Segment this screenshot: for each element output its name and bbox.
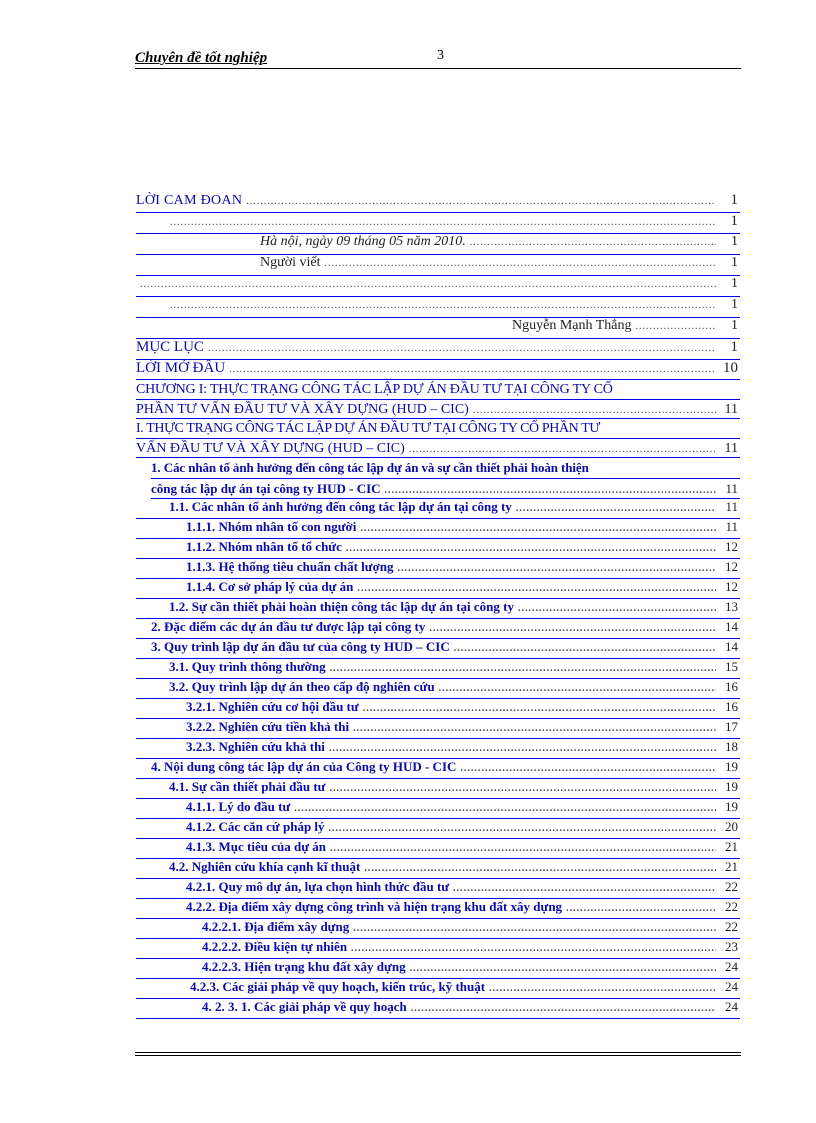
toc-leader (170, 300, 716, 311)
toc-entry-text: 4.2. Nghiên cứu khía cạnh kĩ thuật (169, 859, 361, 874)
toc-leader (246, 196, 716, 207)
toc-entry-text-line1: I. THỰC TRẠNG CÔNG TÁC LẬP DỰ ÁN ĐẦU TƯ TẠI CÔNG TY CỔ PHẦN TƯ (136, 419, 740, 439)
table-of-contents (136, 192, 740, 1019)
toc-entry[interactable] (136, 719, 740, 739)
toc-leader (229, 364, 716, 375)
toc-leader (470, 237, 716, 248)
toc-entry[interactable] (136, 380, 740, 419)
toc-entry-page: 19 (725, 779, 738, 794)
header-rule (135, 68, 741, 69)
header-page-number: 3 (437, 48, 444, 63)
toc-entry[interactable] (136, 276, 740, 297)
toc-entry-page: 11 (725, 499, 738, 514)
toc-leader (453, 883, 716, 894)
toc-entry-text: 4.1.2. Các căn cứ pháp lý (186, 819, 325, 834)
toc-entry-page: 22 (725, 879, 738, 894)
toc-leader (409, 440, 716, 458)
toc-entry-text: LỜI CAM ĐOAN (136, 193, 243, 208)
toc-leader (329, 743, 716, 754)
toc-entry[interactable] (136, 599, 740, 619)
toc-entry-text: 1.1. Các nhân tố ảnh hưởng đến công tác lập dự án tại công ty (169, 499, 512, 514)
toc-entry-text: 3. Quy trình lập dự án đầu tư của công ty HUD – CIC (151, 639, 450, 654)
toc-entry-text: 4.2.2. Địa điểm xây dựng công trình và hiện trạng khu đất xây dựng (186, 899, 563, 914)
toc-entry[interactable] (136, 539, 740, 559)
toc-entry-text: 4.2.1. Quy mô dự án, lựa chọn hình thức đầu tư (186, 879, 450, 894)
toc-entry-text: Người viết (260, 255, 321, 270)
toc-leader (324, 258, 716, 269)
toc-leader (329, 823, 716, 834)
toc-leader (518, 603, 716, 614)
toc-leader (353, 723, 716, 734)
toc-leader (385, 481, 716, 499)
toc-leader (364, 863, 716, 874)
toc-entry-page: 23 (725, 939, 738, 954)
toc-entry[interactable] (136, 979, 740, 999)
toc-entry[interactable] (136, 759, 740, 779)
toc-entry[interactable] (136, 619, 740, 639)
toc-entry[interactable] (136, 699, 740, 719)
toc-entry-text: 4.1.1. Lý do đầu tư (186, 799, 291, 814)
toc-entry[interactable] (136, 297, 740, 318)
toc-entry-text: 3.2.3. Nghiên cứu khả thi (186, 739, 325, 754)
toc-entry-text-line2: công tác lập dự án tại công ty HUD - CIC (151, 481, 381, 496)
toc-leader (398, 563, 717, 574)
toc-entry-page: 12 (725, 539, 738, 554)
toc-entry-page: 1 (731, 276, 738, 291)
toc-entry-page: 22 (725, 899, 738, 914)
toc-entry[interactable] (136, 499, 740, 519)
toc-entry-text: 1.1.3. Hệ thống tiêu chuẩn chất lượng (186, 559, 394, 574)
toc-entry-page: 19 (725, 799, 738, 814)
toc-entry-text: 3.1. Quy trình thông thường (169, 659, 326, 674)
toc-entry-page: 19 (725, 759, 738, 774)
toc-entry-page: 16 (725, 699, 738, 714)
toc-entry[interactable] (136, 318, 740, 339)
toc-entry[interactable] (136, 999, 740, 1019)
toc-entry-page: 1 (731, 234, 738, 249)
toc-entry[interactable] (136, 234, 740, 255)
toc-entry[interactable] (136, 939, 740, 959)
toc-entry[interactable] (136, 799, 740, 819)
toc-entry-text: 2. Đặc điểm các dự án đầu tư được lập tại công ty (151, 619, 426, 634)
toc-leader (411, 1003, 716, 1014)
toc-entry-page: 16 (725, 679, 738, 694)
toc-entry-page: 21 (725, 839, 738, 854)
toc-entry-text: 4.2.2.1. Địa điểm xây dựng (202, 919, 350, 934)
toc-entry[interactable] (136, 360, 740, 380)
toc-entry-text-line1: 1. Các nhân tố ảnh hưởng đến công tác lập dự án và sự cần thiết phải hoàn thiện (151, 458, 740, 479)
toc-leader (208, 343, 716, 354)
toc-entry-text: 3.2.1. Nghiên cứu cơ hội đầu tư (186, 699, 359, 714)
toc-leader (329, 783, 716, 794)
toc-leader (330, 663, 716, 674)
toc-entry-text: 4.2.3. Các giải pháp về quy hoạch, kiến trúc, kỹ thuật (190, 979, 486, 994)
toc-leader (460, 763, 716, 774)
toc-entry[interactable] (136, 739, 740, 759)
toc-entry-page: 14 (725, 639, 738, 654)
footer-rule (135, 1055, 741, 1056)
toc-leader (439, 683, 716, 694)
toc-entry-page: 15 (725, 659, 738, 674)
toc-entry-page: 1 (730, 339, 738, 355)
toc-entry-page: 21 (725, 859, 738, 874)
toc-leader (294, 803, 716, 814)
toc-entry-text: 4. Nội dung công tác lập dự án của Công ty HUD - CIC (151, 759, 457, 774)
toc-entry[interactable] (136, 192, 740, 213)
toc-leader (454, 643, 716, 654)
toc-entry-text-line2: VẤN ĐẦU TƯ VÀ XÂY DỰNG (HUD – CIC) (136, 441, 405, 456)
toc-entry[interactable] (136, 458, 740, 499)
toc-entry-page: 1 (731, 318, 738, 333)
toc-leader (636, 321, 717, 332)
toc-leader (363, 703, 716, 714)
toc-entry-page: 10 (723, 360, 738, 376)
toc-entry-text: 1.1.1. Nhóm nhân tố con người (186, 519, 357, 534)
toc-entry[interactable] (136, 213, 740, 234)
toc-entry-page: 11 (724, 441, 738, 456)
toc-entry[interactable] (136, 879, 740, 899)
toc-entry-page: 1 (730, 213, 738, 229)
toc-leader (473, 401, 716, 419)
toc-entry-text: 3.2.2. Nghiên cứu tiền khả thi (186, 719, 350, 734)
toc-entry-text: 4.2.2.3. Hiện trạng khu đất xây dựng (202, 959, 406, 974)
toc-entry[interactable] (136, 959, 740, 979)
toc-entry[interactable] (136, 419, 740, 458)
toc-entry-text: Hà nội, ngày 09 tháng 05 năm 2010. (260, 234, 466, 249)
toc-entry-page: 24 (725, 979, 738, 994)
toc-entry-page: 12 (725, 579, 738, 594)
toc-entry-text: 4. 2. 3. 1. Các giải pháp về quy hoạch (202, 999, 407, 1014)
toc-entry-page: 12 (725, 559, 738, 574)
toc-leader (351, 943, 716, 954)
toc-entry-text: LỜI MỞ ĐẦU (136, 360, 226, 376)
toc-entry[interactable] (136, 255, 740, 276)
page-header (135, 48, 741, 70)
toc-entry-page: 17 (725, 719, 738, 734)
toc-leader (489, 983, 716, 994)
toc-entry[interactable] (136, 919, 740, 939)
toc-entry[interactable] (136, 779, 740, 799)
toc-entry-page: 22 (725, 919, 738, 934)
toc-entry-text: 1.2. Sự cần thiết phải hoàn thiện công tác lập dự án tại công ty (169, 599, 514, 614)
toc-leader (353, 923, 716, 934)
toc-entry[interactable] (136, 679, 740, 699)
toc-entry[interactable] (136, 559, 740, 579)
footer-rule (135, 1052, 741, 1053)
toc-entry-text: 3.2. Quy trình lập dự án theo cấp độ nghiên cứu (169, 679, 435, 694)
toc-entry-page: 11 (725, 519, 738, 534)
toc-entry-page: 11 (724, 402, 738, 417)
toc-leader (346, 543, 716, 554)
toc-entry-page: 20 (725, 819, 738, 834)
toc-entry-text: MỤC LỤC (136, 339, 204, 355)
toc-entry-text: 4.1. Sự cần thiết phải đầu tư (169, 779, 326, 794)
toc-entry-page: 1 (730, 192, 738, 208)
toc-entry-text: 4.2.2.2. Điều kiện tự nhiên (202, 939, 348, 954)
toc-entry-text-line1: CHƯƠNG I: THỰC TRẠNG CÔNG TÁC LẬP DỰ ÁN ĐẦU TƯ TẠI CÔNG TY CỔ (136, 380, 740, 400)
toc-entry[interactable] (136, 899, 740, 919)
toc-entry-text: Nguyễn Mạnh Thắng (512, 318, 632, 333)
toc-leader (516, 503, 716, 514)
toc-entry[interactable] (136, 339, 740, 360)
toc-entry-page: 24 (725, 999, 738, 1014)
toc-leader (410, 963, 716, 974)
toc-entry-page: 13 (725, 599, 738, 614)
toc-leader (140, 279, 716, 290)
toc-entry[interactable] (136, 639, 740, 659)
toc-leader (170, 217, 716, 228)
toc-leader (330, 843, 716, 854)
toc-entry-text-line2: PHẦN TƯ VẤN ĐẦU TƯ VÀ XÂY DỰNG (HUD – CIC) (136, 402, 469, 417)
toc-entry[interactable] (136, 519, 740, 539)
toc-entry-page: 18 (725, 739, 738, 754)
toc-leader (360, 523, 716, 534)
toc-entry-page: 24 (725, 959, 738, 974)
toc-leader (357, 583, 716, 594)
toc-leader (429, 623, 716, 634)
toc-entry[interactable] (136, 859, 740, 879)
toc-entry-page: 1 (731, 297, 738, 312)
toc-entry[interactable] (136, 659, 740, 679)
toc-entry-text: 4.1.3. Mục tiêu của dự án (186, 839, 326, 854)
toc-entry[interactable] (136, 839, 740, 859)
toc-entry-page: 11 (725, 481, 738, 496)
toc-entry-page: 1 (731, 255, 738, 270)
toc-entry-page: 14 (725, 619, 738, 634)
toc-entry[interactable] (136, 579, 740, 599)
header-title: Chuyên đề tốt nghiệp (135, 50, 268, 66)
toc-leader (566, 903, 716, 914)
toc-entry-text: 1.1.4. Cơ sở pháp lý của dự án (186, 579, 354, 594)
toc-entry[interactable] (136, 819, 740, 839)
toc-entry-text: 1.1.2. Nhóm nhân tố tổ chức (186, 539, 342, 554)
